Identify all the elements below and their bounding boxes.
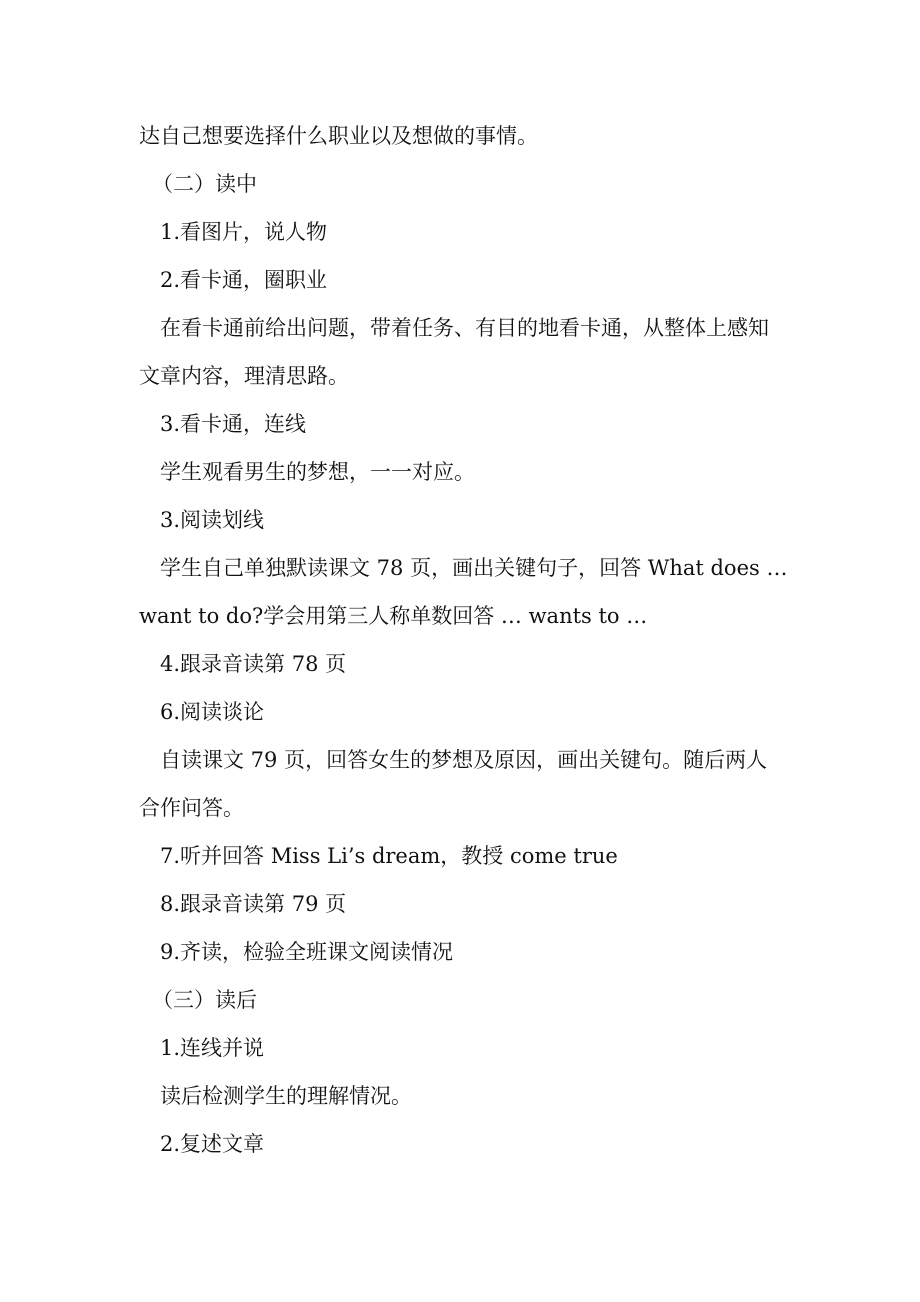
step-item: 8.跟录音读第 79 页 (160, 892, 347, 916)
step-item: 4.跟录音读第 78 页 (160, 652, 347, 676)
section-heading-reading-during: （二）读中 (152, 172, 257, 196)
step-item: 2.看卡通，圈职业 (160, 268, 328, 292)
paragraph-line: 读后检测学生的理解情况。 (160, 1084, 412, 1108)
section-heading-after-reading: （三）读后 (152, 988, 257, 1012)
paragraph-continuation: 文章内容，理清思路。 (139, 364, 349, 388)
paragraph-continuation: 达自己想要选择什么职业以及想做的事情。 (139, 124, 538, 148)
step-item: 7.听并回答 Miss Li’s dream，教授 come true (160, 844, 618, 868)
document-body (139, 112, 789, 1168)
step-item: 6.阅读谈论 (160, 700, 265, 724)
step-item: 2.复述文章 (160, 1132, 265, 1156)
paragraph-line: 学生观看男生的梦想，一一对应。 (160, 460, 475, 484)
step-item: 3.阅读划线 (160, 508, 265, 532)
paragraph-continuation: want to do?学会用第三人称单数回答 … wants to … (139, 604, 648, 628)
step-item: 3.看卡通，连线 (160, 412, 307, 436)
step-item: 1.连线并说 (160, 1036, 265, 1060)
paragraph-line: 学生自己单独默读课文 78 页，画出关键句子，回答 What does … (160, 556, 788, 580)
paragraph-line: 自读课文 79 页，回答女生的梦想及原因，画出关键句。随后两人 (160, 748, 768, 772)
paragraph-continuation: 合作问答。 (139, 796, 244, 820)
step-item: 9.齐读，检验全班课文阅读情况 (160, 940, 454, 964)
step-item: 1.看图片，说人物 (160, 220, 328, 244)
paragraph-line: 在看卡通前给出问题，带着任务、有目的地看卡通，从整体上感知 (160, 316, 769, 340)
